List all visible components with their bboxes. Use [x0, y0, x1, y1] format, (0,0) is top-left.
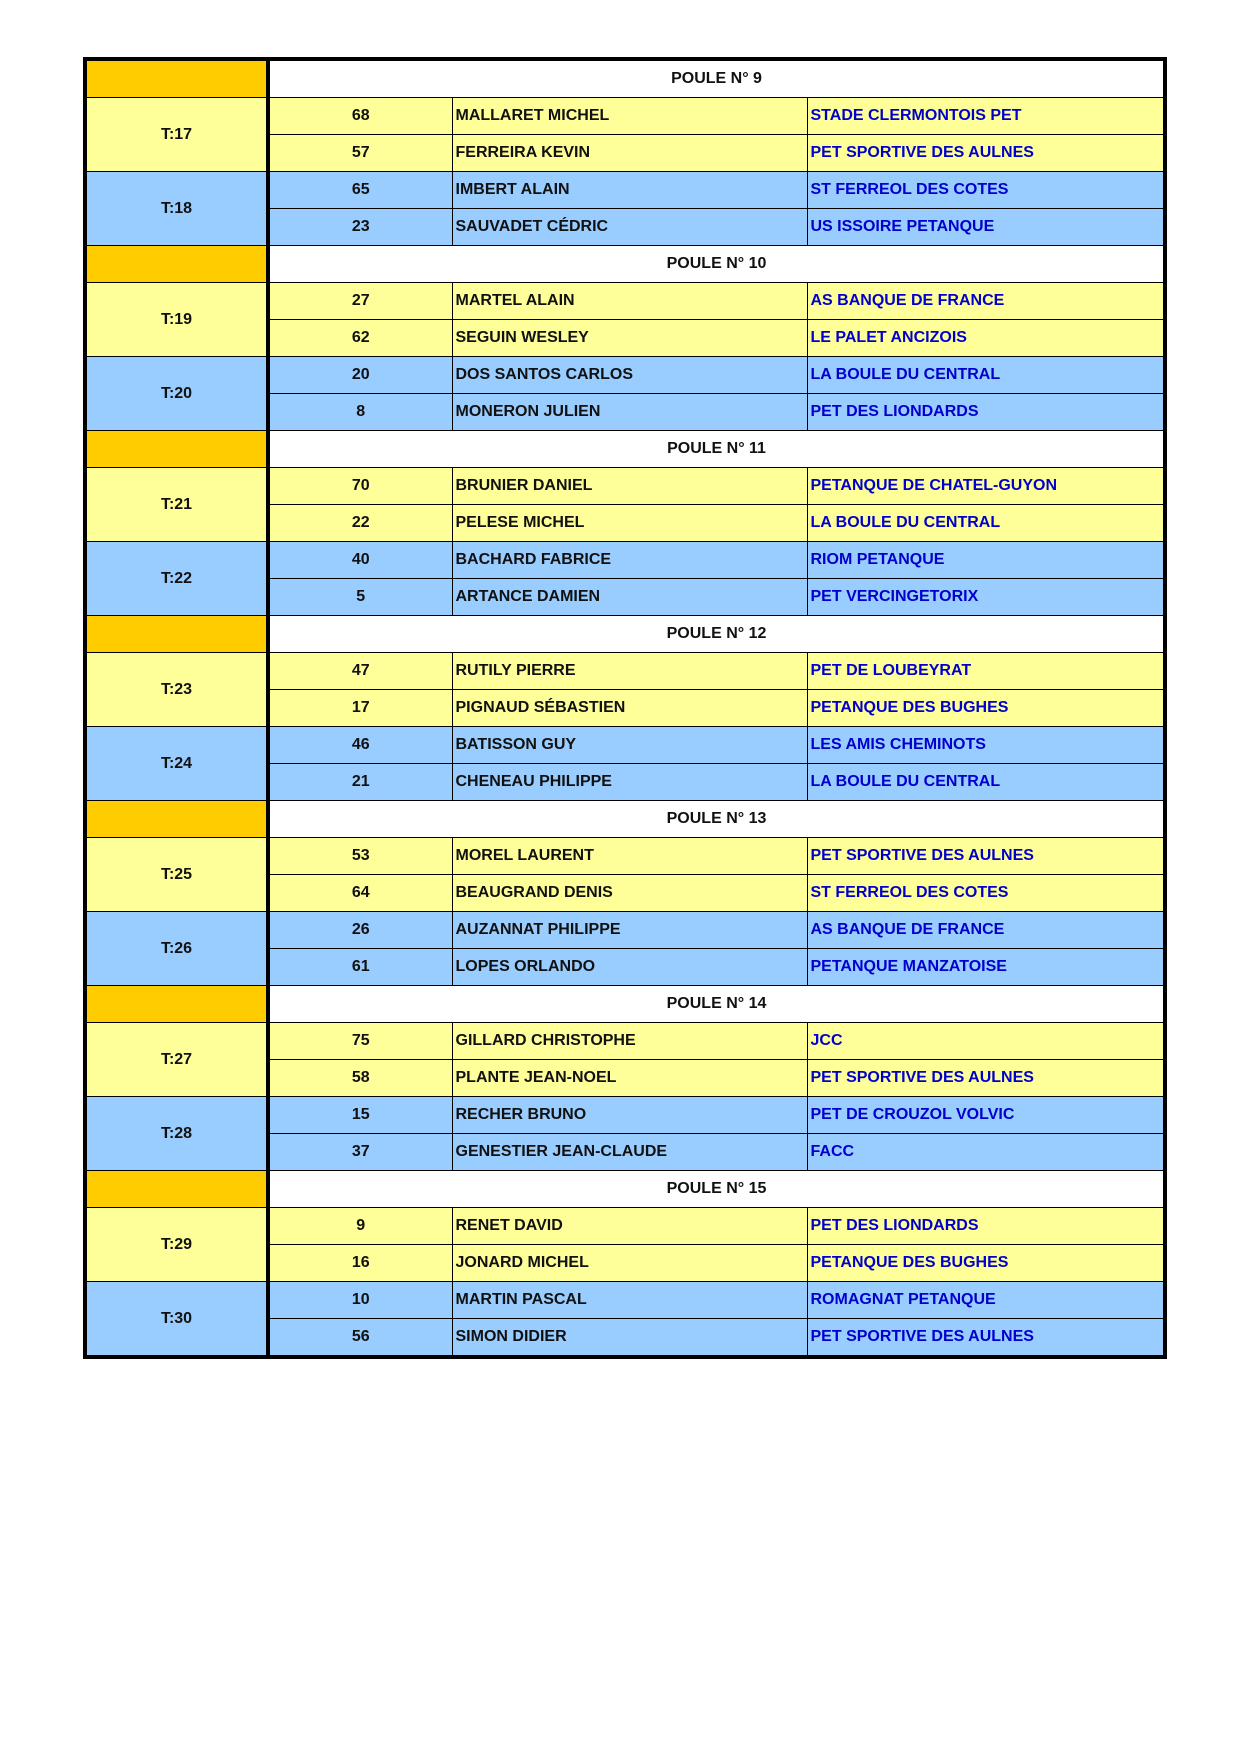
player-club: US ISSOIRE PETANQUE [807, 209, 1165, 246]
player-club: PETANQUE DES BUGHES [807, 1245, 1165, 1282]
player-number: 62 [268, 320, 452, 357]
player-club: PET VERCINGETORIX [807, 579, 1165, 616]
player-row [85, 727, 1165, 764]
player-name: SIMON DIDIER [452, 1319, 807, 1358]
player-row [85, 542, 1165, 579]
player-number: 53 [268, 838, 452, 875]
table-number-label: T:30 [85, 1282, 268, 1358]
player-number: 68 [268, 98, 452, 135]
table-number-label: T:24 [85, 727, 268, 801]
player-number: 23 [268, 209, 452, 246]
player-name: DOS SANTOS CARLOS [452, 357, 807, 394]
player-name: MOREL LAURENT [452, 838, 807, 875]
player-number: 17 [268, 690, 452, 727]
player-club: STADE CLERMONTOIS PET [807, 98, 1165, 135]
player-name: BACHARD FABRICE [452, 542, 807, 579]
player-club: PET SPORTIVE DES AULNES [807, 1060, 1165, 1097]
player-number: 56 [268, 1319, 452, 1358]
poule-marker-cell [85, 986, 268, 1023]
poule-title: POULE N° 10 [268, 246, 1165, 283]
player-row [85, 1282, 1165, 1319]
table-number-label: T:25 [85, 838, 268, 912]
player-club: LA BOULE DU CENTRAL [807, 505, 1165, 542]
player-club: FACC [807, 1134, 1165, 1171]
player-name: CHENEAU PHILIPPE [452, 764, 807, 801]
player-name: LOPES ORLANDO [452, 949, 807, 986]
table-number-label: T:17 [85, 98, 268, 172]
player-number: 15 [268, 1097, 452, 1134]
player-row [85, 912, 1165, 949]
player-row [85, 1097, 1165, 1134]
player-name: MARTEL ALAIN [452, 283, 807, 320]
player-row [85, 468, 1165, 505]
table-number-label: T:18 [85, 172, 268, 246]
poule-marker-cell [85, 801, 268, 838]
player-name: AUZANNAT PHILIPPE [452, 912, 807, 949]
player-number: 10 [268, 1282, 452, 1319]
player-club: PET SPORTIVE DES AULNES [807, 838, 1165, 875]
player-club: LA BOULE DU CENTRAL [807, 357, 1165, 394]
player-number: 16 [268, 1245, 452, 1282]
player-row [85, 172, 1165, 209]
player-number: 5 [268, 579, 452, 616]
player-name: SEGUIN WESLEY [452, 320, 807, 357]
table-number-label: T:23 [85, 653, 268, 727]
poule-header-row [85, 616, 1165, 653]
player-name: GENESTIER JEAN-CLAUDE [452, 1134, 807, 1171]
player-name: MALLARET MICHEL [452, 98, 807, 135]
player-club: PETANQUE DES BUGHES [807, 690, 1165, 727]
table-number-label: T:29 [85, 1208, 268, 1282]
player-name: BEAUGRAND DENIS [452, 875, 807, 912]
player-club: RIOM PETANQUE [807, 542, 1165, 579]
poules-table [83, 57, 1167, 1359]
poule-marker-cell [85, 59, 268, 98]
player-row [85, 357, 1165, 394]
table-number-label: T:27 [85, 1023, 268, 1097]
player-name: PELESE MICHEL [452, 505, 807, 542]
poule-marker-cell [85, 1171, 268, 1208]
poule-title: POULE N° 9 [268, 59, 1165, 98]
player-name: JONARD MICHEL [452, 1245, 807, 1282]
player-club: AS BANQUE DE FRANCE [807, 283, 1165, 320]
player-name: RECHER BRUNO [452, 1097, 807, 1134]
player-row [85, 98, 1165, 135]
player-name: ARTANCE DAMIEN [452, 579, 807, 616]
player-row [85, 838, 1165, 875]
player-name: MONERON JULIEN [452, 394, 807, 431]
player-number: 75 [268, 1023, 452, 1060]
player-name: FERREIRA KEVIN [452, 135, 807, 172]
player-name: PLANTE JEAN-NOEL [452, 1060, 807, 1097]
poule-header-row [85, 431, 1165, 468]
player-club: PETANQUE MANZATOISE [807, 949, 1165, 986]
poule-marker-cell [85, 246, 268, 283]
poule-title: POULE N° 13 [268, 801, 1165, 838]
player-club: PET DE LOUBEYRAT [807, 653, 1165, 690]
player-club: JCC [807, 1023, 1165, 1060]
poule-title: POULE N° 12 [268, 616, 1165, 653]
table-number-label: T:28 [85, 1097, 268, 1171]
poule-marker-cell [85, 616, 268, 653]
poule-title: POULE N° 15 [268, 1171, 1165, 1208]
player-club: PETANQUE DE CHATEL-GUYON [807, 468, 1165, 505]
poule-header-row [85, 59, 1165, 98]
poule-header-row [85, 801, 1165, 838]
player-number: 26 [268, 912, 452, 949]
player-club: PET SPORTIVE DES AULNES [807, 1319, 1165, 1358]
player-number: 65 [268, 172, 452, 209]
player-number: 46 [268, 727, 452, 764]
player-name: IMBERT ALAIN [452, 172, 807, 209]
player-name: SAUVADET CÉDRIC [452, 209, 807, 246]
player-number: 64 [268, 875, 452, 912]
player-club: PET SPORTIVE DES AULNES [807, 135, 1165, 172]
player-number: 57 [268, 135, 452, 172]
player-name: PIGNAUD SÉBASTIEN [452, 690, 807, 727]
player-row [85, 1023, 1165, 1060]
table-number-label: T:21 [85, 468, 268, 542]
player-number: 22 [268, 505, 452, 542]
player-name: BATISSON GUY [452, 727, 807, 764]
player-number: 37 [268, 1134, 452, 1171]
player-number: 58 [268, 1060, 452, 1097]
player-name: BRUNIER DANIEL [452, 468, 807, 505]
table-number-label: T:20 [85, 357, 268, 431]
table-number-label: T:19 [85, 283, 268, 357]
poule-title: POULE N° 11 [268, 431, 1165, 468]
poule-title: POULE N° 14 [268, 986, 1165, 1023]
poule-header-row [85, 986, 1165, 1023]
player-row [85, 653, 1165, 690]
player-club: ST FERREOL DES COTES [807, 172, 1165, 209]
player-club: LE PALET ANCIZOIS [807, 320, 1165, 357]
player-club: PET DE CROUZOL VOLVIC [807, 1097, 1165, 1134]
player-number: 9 [268, 1208, 452, 1245]
player-row [85, 283, 1165, 320]
player-name: MARTIN PASCAL [452, 1282, 807, 1319]
player-club: LES AMIS CHEMINOTS [807, 727, 1165, 764]
player-number: 8 [268, 394, 452, 431]
player-number: 61 [268, 949, 452, 986]
player-club: AS BANQUE DE FRANCE [807, 912, 1165, 949]
player-row [85, 1208, 1165, 1245]
player-number: 27 [268, 283, 452, 320]
player-club: ROMAGNAT PETANQUE [807, 1282, 1165, 1319]
player-number: 40 [268, 542, 452, 579]
table-number-label: T:26 [85, 912, 268, 986]
poule-header-row [85, 246, 1165, 283]
table-number-label: T:22 [85, 542, 268, 616]
player-club: LA BOULE DU CENTRAL [807, 764, 1165, 801]
poule-header-row [85, 1171, 1165, 1208]
player-number: 47 [268, 653, 452, 690]
player-club: ST FERREOL DES COTES [807, 875, 1165, 912]
player-club: PET DES LIONDARDS [807, 1208, 1165, 1245]
player-name: RUTILY PIERRE [452, 653, 807, 690]
poule-marker-cell [85, 431, 268, 468]
player-number: 21 [268, 764, 452, 801]
player-name: GILLARD CHRISTOPHE [452, 1023, 807, 1060]
player-name: RENET DAVID [452, 1208, 807, 1245]
player-club: PET DES LIONDARDS [807, 394, 1165, 431]
player-number: 70 [268, 468, 452, 505]
player-number: 20 [268, 357, 452, 394]
